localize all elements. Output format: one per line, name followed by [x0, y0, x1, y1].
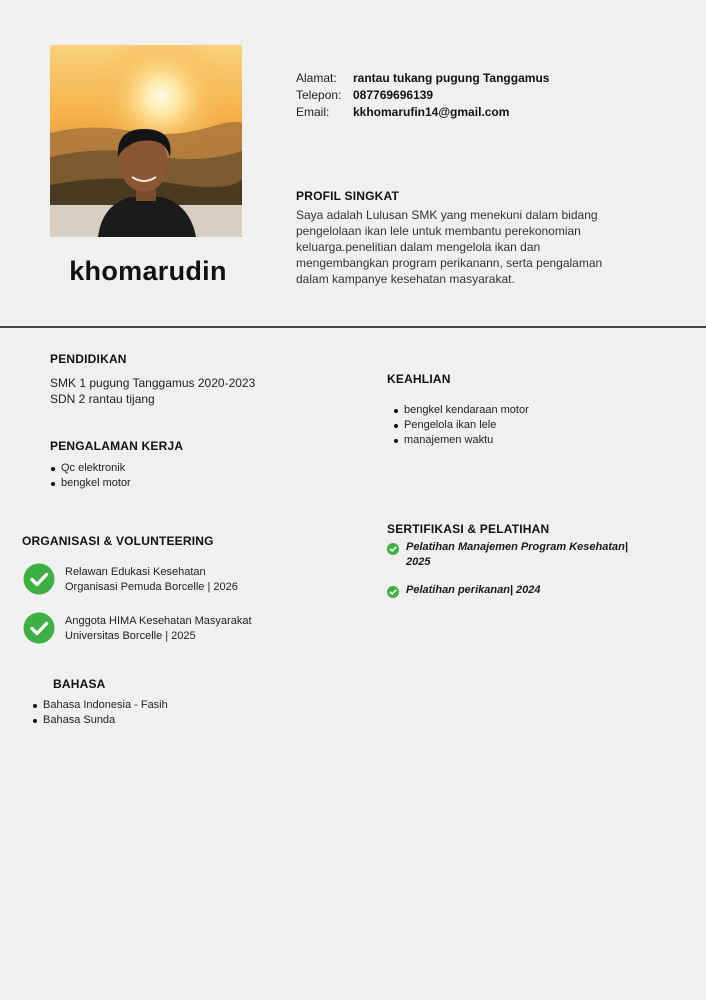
profile-summary: [296, 207, 636, 287]
address-value: rantau tukang pugung Tanggamus: [353, 71, 550, 85]
certification-heading: SERTIFIKASI & PELATIHAN: [387, 522, 550, 536]
check-circle-icon: [387, 586, 399, 598]
email-label: Email:: [296, 105, 330, 119]
certification-item: [387, 583, 646, 598]
profile-line: dalam kampanye kesehatan masyarakat.: [296, 272, 515, 286]
organization-item: [23, 563, 238, 595]
organization-detail: Universitas Borcelle | 2025: [65, 630, 196, 642]
check-circle-icon: [23, 563, 55, 595]
section-divider: [0, 326, 706, 328]
work-heading: PENGALAMAN KERJA: [50, 439, 184, 453]
organization-role: Anggota HIMA Kesehatan Masyarakat: [65, 615, 252, 627]
education-heading: PENDIDIKAN: [50, 352, 127, 366]
skill-item: manajemen waktu: [393, 433, 529, 448]
person-name: khomarudin: [69, 256, 227, 286]
address-label: Alamat:: [296, 71, 337, 85]
certification-year: 2025: [406, 556, 431, 568]
contact-address: [296, 71, 549, 85]
language-heading: BAHASA: [53, 677, 106, 691]
work-item: Qc elektronik: [50, 461, 131, 476]
check-circle-icon: [23, 612, 55, 644]
skill-item: bengkel kendaraan motor: [393, 403, 529, 418]
organization-role: Relawan Edukasi Kesehatan: [65, 566, 206, 578]
email-value: kkhomarufin14@gmail.com: [353, 105, 510, 119]
work-list: [50, 461, 131, 491]
profile-heading: PROFIL SINGKAT: [296, 189, 400, 203]
education-item: SDN 2 rantau tijang: [50, 392, 155, 406]
organization-item: [23, 612, 252, 644]
profile-photo: [50, 45, 242, 237]
skills-list: [393, 403, 529, 448]
profile-line: Saya adalah Lulusan SMK yang menekuni dalam bidang: [296, 208, 598, 222]
language-item: Bahasa Sunda: [32, 713, 168, 728]
work-item: bengkel motor: [50, 476, 131, 491]
certification-item: [387, 540, 646, 570]
phone-label: Telepon:: [296, 88, 342, 102]
check-circle-icon: [387, 543, 399, 555]
language-item: Bahasa Indonesia - Fasih: [32, 698, 168, 713]
education-item: SMK 1 pugung Tanggamus 2020-2023: [50, 376, 256, 390]
profile-line: keluarga.penelitian dalam mengelola ikan dan: [296, 240, 541, 254]
phone-value: 087769696139: [353, 88, 434, 102]
skill-item: Pengelola ikan lele: [393, 418, 529, 433]
organization-heading: ORGANISASI & VOLUNTEERING: [22, 534, 214, 548]
skills-heading: KEAHLIAN: [387, 372, 451, 386]
education-list: [50, 375, 255, 407]
profile-line: mengembangkan program perikanann, serta pengalaman: [296, 256, 603, 270]
organization-detail: Organisasi Pemuda Borcelle | 2026: [65, 581, 238, 593]
contact-email: [296, 105, 509, 119]
certification-title: Pelatihan Manajemen Program Kesehatan|: [406, 541, 628, 553]
profile-line: pengelolaan ikan lele untuk membantu perekonomian: [296, 224, 581, 238]
language-list: [32, 698, 168, 728]
contact-phone: [296, 88, 433, 102]
certification-title: Pelatihan perikanan| 2024: [406, 584, 541, 596]
